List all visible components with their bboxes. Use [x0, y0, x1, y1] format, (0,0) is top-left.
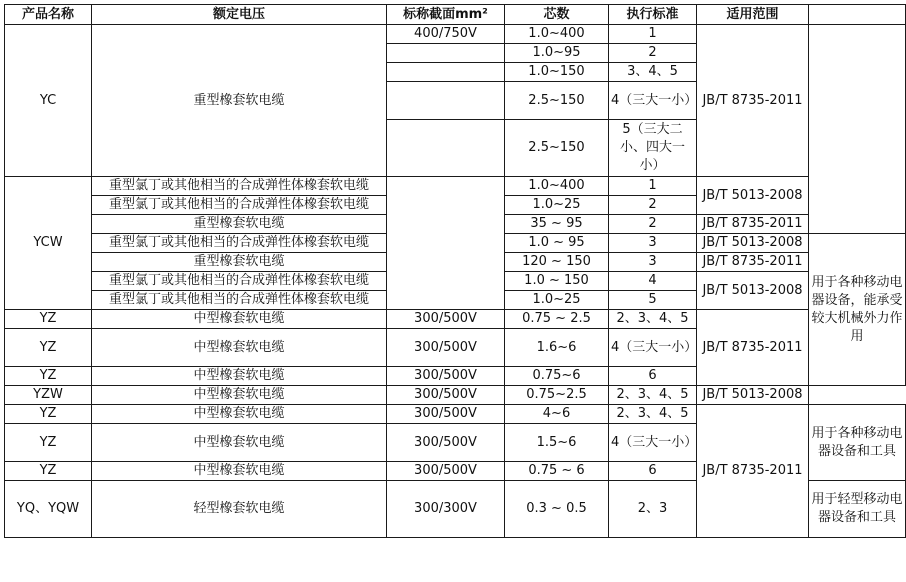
- scope-cell: 用于各种移动电器设备，能承受较大机械外力作用: [809, 234, 906, 386]
- cores-cell: 2: [609, 215, 697, 234]
- standard-cell: JB/T 8735-2011: [697, 310, 809, 386]
- spec-table-wrapper: [4, 4, 906, 538]
- voltage-type-cell: 中型橡套软电缆: [92, 310, 387, 329]
- voltage-type-cell: 中型橡套软电缆: [92, 329, 387, 367]
- cross-section-cell: 0.75~2.5: [505, 386, 609, 405]
- header-rated-voltage: 额定电压: [92, 5, 387, 25]
- voltage-type-cell: 中型橡套软电缆: [92, 405, 387, 424]
- scope-cell: 用于轻型移动电器设备和工具: [809, 481, 906, 538]
- cable-spec-table: [4, 4, 906, 538]
- cores-cell: 2、3、4、5: [609, 405, 697, 424]
- product-name-cell: YZ: [5, 329, 92, 367]
- header-row: [5, 5, 906, 25]
- voltage-type-cell: 重型氯丁或其他相当的合成弹性体橡套软电缆: [92, 291, 387, 310]
- voltage-cell: 400/750V: [387, 25, 505, 44]
- voltage-cell: 300/500V: [387, 310, 505, 329]
- voltage-type-cell: 中型橡套软电缆: [92, 424, 387, 462]
- cross-section-cell: 1.6~6: [505, 329, 609, 367]
- scope-cell: 用于各种移动电器设备和工具: [809, 405, 906, 481]
- product-name-cell: YZ: [5, 424, 92, 462]
- voltage-cell-empty: [387, 177, 505, 310]
- header-cores: 芯数: [505, 5, 609, 25]
- product-name-cell: YZW: [5, 386, 92, 405]
- cores-cell: 5（三大二小、四大一小）: [609, 120, 697, 177]
- voltage-cell: 300/500V: [387, 405, 505, 424]
- voltage-type-cell: 重型氯丁或其他相当的合成弹性体橡套软电缆: [92, 272, 387, 291]
- voltage-cell: 300/500V: [387, 386, 505, 405]
- voltage-type-cell: 重型橡套软电缆: [92, 25, 387, 177]
- header-product-name: 产品名称: [5, 5, 92, 25]
- cores-cell: 4: [609, 272, 697, 291]
- product-name-cell: YQ、YQW: [5, 481, 92, 538]
- header-blank: [809, 5, 906, 25]
- cores-cell: 4（三大一小）: [609, 424, 697, 462]
- scope-cell-empty: [809, 25, 906, 234]
- voltage-type-cell: 轻型橡套软电缆: [92, 481, 387, 538]
- cross-section-cell: 0.3 ~ 0.5: [505, 481, 609, 538]
- cross-section-cell: 4~6: [505, 405, 609, 424]
- voltage-type-cell: 重型氯丁或其他相当的合成弹性体橡套软电缆: [92, 177, 387, 196]
- product-name-cell: YZ: [5, 310, 92, 329]
- cores-cell: 4（三大一小）: [609, 82, 697, 120]
- product-name-cell: YCW: [5, 177, 92, 310]
- cores-cell: 1: [609, 25, 697, 44]
- cross-section-cell: 2.5~150: [505, 120, 609, 177]
- cross-section-cell: 120 ~ 150: [505, 253, 609, 272]
- voltage-type-cell: 重型氯丁或其他相当的合成弹性体橡套软电缆: [92, 234, 387, 253]
- header-standard: 执行标准: [609, 5, 697, 25]
- cross-section-cell: 1.0~25: [505, 196, 609, 215]
- cores-cell: 2: [609, 44, 697, 63]
- table-row: [5, 177, 906, 196]
- standard-cell: JB/T 5013-2008: [697, 234, 809, 253]
- voltage-type-cell: 重型橡套软电缆: [92, 215, 387, 234]
- voltage-cell: 300/500V: [387, 424, 505, 462]
- cross-section-cell: 1.0 ~ 95: [505, 234, 609, 253]
- product-name-cell: YZ: [5, 405, 92, 424]
- table-row: [5, 405, 906, 424]
- voltage-cell-empty: [387, 82, 505, 120]
- voltage-cell-empty: [387, 63, 505, 82]
- standard-cell: JB/T 5013-2008: [697, 272, 809, 310]
- cores-cell: 2、3: [609, 481, 697, 538]
- cores-cell: 6: [609, 462, 697, 481]
- cross-section-cell: 35 ~ 95: [505, 215, 609, 234]
- cores-cell: 2: [609, 196, 697, 215]
- cores-cell: 1: [609, 177, 697, 196]
- standard-cell: JB/T 8735-2011: [697, 405, 809, 538]
- cross-section-cell: 1.0~150: [505, 63, 609, 82]
- voltage-type-cell: 重型橡套软电缆: [92, 253, 387, 272]
- table-row: [5, 25, 906, 44]
- cross-section-cell: 1.0~95: [505, 44, 609, 63]
- voltage-type-cell: 中型橡套软电缆: [92, 367, 387, 386]
- standard-cell: JB/T 5013-2008: [697, 386, 809, 405]
- cores-cell: 4（三大一小）: [609, 329, 697, 367]
- cores-cell: 3: [609, 234, 697, 253]
- cores-cell: 3、4、5: [609, 63, 697, 82]
- cores-cell: 3: [609, 253, 697, 272]
- cross-section-cell: 1.5~6: [505, 424, 609, 462]
- standard-cell: JB/T 8735-2011: [697, 25, 809, 177]
- cross-section-cell: 0.75 ~ 2.5: [505, 310, 609, 329]
- cores-cell: 2、3、4、5: [609, 310, 697, 329]
- voltage-cell: 300/300V: [387, 481, 505, 538]
- cross-section-cell: 2.5~150: [505, 82, 609, 120]
- standard-cell: JB/T 8735-2011: [697, 253, 809, 272]
- voltage-cell: 300/500V: [387, 367, 505, 386]
- cross-section-cell: 0.75 ~ 6: [505, 462, 609, 481]
- voltage-cell: 300/500V: [387, 462, 505, 481]
- standard-cell: JB/T 8735-2011: [697, 215, 809, 234]
- cross-section-cell: 1.0 ~ 150: [505, 272, 609, 291]
- cross-section-cell: 1.0~400: [505, 177, 609, 196]
- voltage-type-cell: 中型橡套软电缆: [92, 462, 387, 481]
- standard-cell: JB/T 5013-2008: [697, 177, 809, 215]
- table-row: [5, 310, 906, 329]
- header-cross-section: 标称截面mm²: [387, 5, 505, 25]
- cores-cell: 2、3、4、5: [609, 386, 697, 405]
- product-name-cell: YC: [5, 25, 92, 177]
- voltage-cell-empty: [387, 120, 505, 177]
- voltage-type-cell: 重型氯丁或其他相当的合成弹性体橡套软电缆: [92, 196, 387, 215]
- voltage-cell-empty: [387, 44, 505, 63]
- cores-cell: 6: [609, 367, 697, 386]
- voltage-type-cell: 中型橡套软电缆: [92, 386, 387, 405]
- product-name-cell: YZ: [5, 367, 92, 386]
- cross-section-cell: 0.75~6: [505, 367, 609, 386]
- cross-section-cell: 1.0~400: [505, 25, 609, 44]
- cores-cell: 5: [609, 291, 697, 310]
- cross-section-cell: 1.0~25: [505, 291, 609, 310]
- voltage-cell: 300/500V: [387, 329, 505, 367]
- table-row: [5, 386, 906, 405]
- product-name-cell: YZ: [5, 462, 92, 481]
- header-scope: 适用范围: [697, 5, 809, 25]
